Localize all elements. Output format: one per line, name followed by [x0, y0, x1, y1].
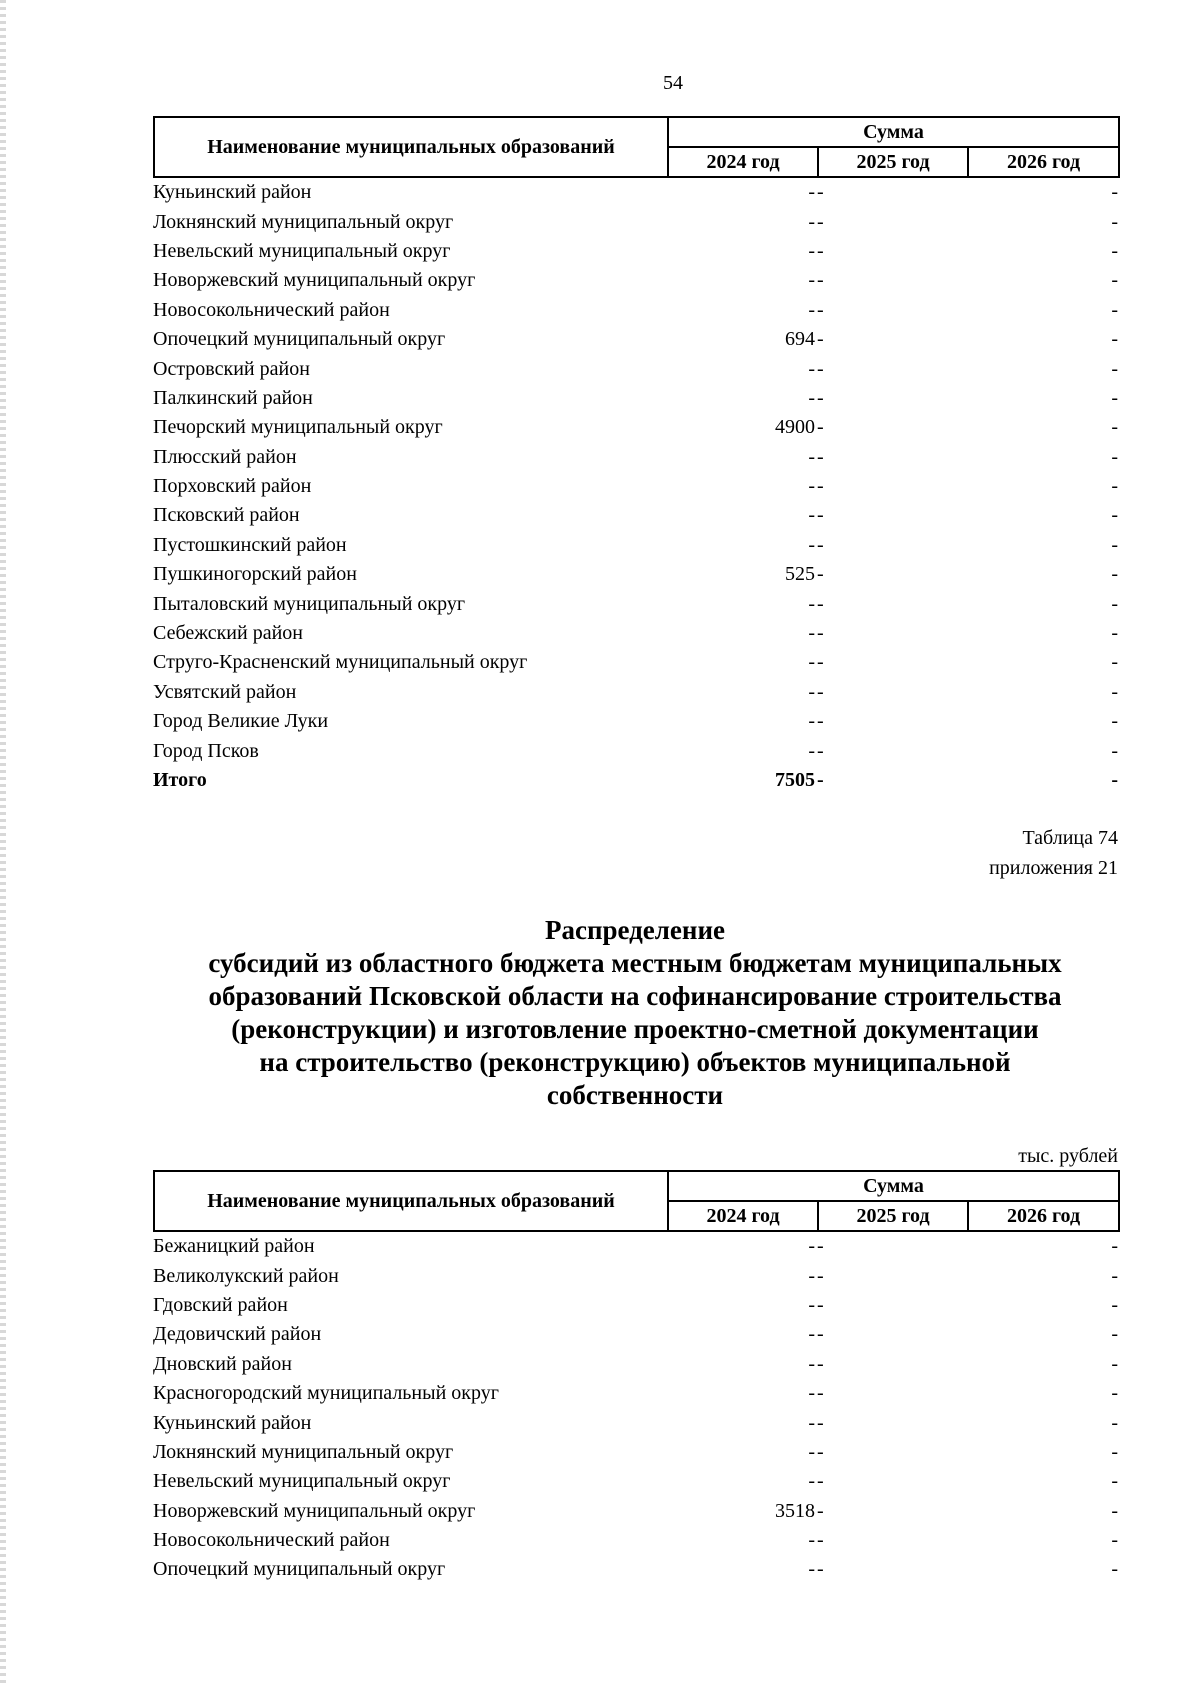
table-row [153, 560, 1118, 589]
value-2025: - [817, 739, 824, 762]
value-2026: - [1111, 651, 1118, 674]
value-2025: - [817, 622, 824, 645]
municipality-name: Дновский район [153, 1352, 292, 1375]
column-header-2026: 2026 год [968, 1201, 1119, 1231]
table-row [153, 1555, 1118, 1584]
table-row [153, 1320, 1118, 1349]
value-2024: - [808, 475, 815, 498]
table-row [153, 501, 1118, 530]
value-2026: - [1111, 1440, 1118, 1463]
table-row [153, 384, 1118, 413]
title-line: собственности [546, 1080, 724, 1110]
municipality-name: Пушкиногорский район [153, 563, 357, 586]
title-line: на строительство (реконструкцию) объектов муниципальной [259, 1047, 1011, 1077]
title-line: субсидий из областного бюджета местным бюджетам муниципальных [208, 948, 1062, 978]
column-header-2024: 2024 год [668, 1201, 818, 1231]
value-2026: - [1111, 504, 1118, 527]
table-row [153, 1291, 1118, 1320]
value-2024: - [808, 1440, 815, 1463]
table-number: Таблица 74 [1022, 827, 1118, 849]
value-2024: - [808, 298, 815, 321]
value-2026: - [1111, 739, 1118, 762]
scan-edge [0, 0, 6, 1686]
value-2025: - [817, 239, 824, 262]
value-2024: - [808, 1352, 815, 1375]
value-2025: - [817, 1499, 824, 1522]
table-row [153, 237, 1118, 266]
table-row [153, 1350, 1118, 1379]
value-2024: - [808, 1529, 815, 1552]
municipality-name: Куньинский район [153, 1411, 312, 1434]
municipality-name: Великолукский район [153, 1264, 339, 1287]
municipality-name: Невельский муниципальный округ [153, 239, 451, 262]
table-row [153, 1438, 1118, 1467]
value-2026: - [1111, 1558, 1118, 1581]
value-2024: - [808, 710, 815, 733]
municipality-name: Новоржевский муниципальный округ [153, 1499, 476, 1522]
value-2025: - [817, 1529, 824, 1552]
value-2026: - [1111, 592, 1118, 615]
table-row [153, 266, 1118, 295]
municipality-name: Куньинский район [153, 181, 312, 204]
value-2026: - [1111, 357, 1118, 380]
value-2024: 525 [785, 563, 815, 586]
value-2025: - [817, 1558, 824, 1581]
value-2025: - [817, 592, 824, 615]
value-2025: - [817, 1352, 824, 1375]
municipality-name: Себежский район [153, 622, 303, 645]
title-line: образований Псковской области на софинансирование строительства [208, 981, 1062, 1011]
value-2026: - [1111, 1323, 1118, 1346]
value-2024: - [808, 622, 815, 645]
value-2024: - [808, 1470, 815, 1493]
municipality-name: Печорский муниципальный округ [153, 416, 443, 439]
municipality-name: Город Великие Луки [153, 710, 329, 733]
municipality-name: Бежаницкий район [153, 1235, 315, 1258]
value-2025: - [817, 210, 824, 233]
value-2025: - [817, 1293, 824, 1316]
municipality-name: Псковский район [153, 504, 300, 527]
value-2025: - [817, 1264, 824, 1287]
value-2024: - [808, 592, 815, 615]
value-2024: - [808, 269, 815, 292]
municipality-name: Невельский муниципальный округ [153, 1470, 451, 1493]
value-2025: - [817, 475, 824, 498]
table-row [153, 1379, 1118, 1408]
table-row [153, 1526, 1118, 1555]
value-2024: 4900 [775, 416, 815, 439]
value-2026: - [1111, 1470, 1118, 1493]
value-2026: - [1111, 710, 1118, 733]
value-2026: - [1111, 563, 1118, 586]
value-2024: 694 [785, 328, 815, 351]
table-reference [989, 823, 1118, 883]
page-number: 54 [663, 72, 683, 94]
value-2024: - [808, 357, 815, 380]
column-header-sum: Сумма [668, 117, 1119, 147]
table-row [153, 1408, 1118, 1437]
column-header-2025: 2025 год [818, 147, 968, 177]
value-2025: - [817, 445, 824, 468]
value-2026: - [1111, 533, 1118, 556]
value-2024: - [808, 386, 815, 409]
document-title [150, 914, 1120, 1112]
table-row [153, 1261, 1118, 1290]
table-row [153, 707, 1118, 736]
municipality-name: Локнянский муниципальный округ [153, 1440, 454, 1463]
value-2025: - [817, 328, 824, 351]
value-2024: - [808, 1558, 815, 1581]
value-2026: - [1111, 328, 1118, 351]
municipality-name: Порховский район [153, 475, 312, 498]
municipality-name: Плюсский район [153, 445, 297, 468]
value-2026: - [1111, 210, 1118, 233]
municipality-name: Новоржевский муниципальный округ [153, 269, 476, 292]
table-row [153, 443, 1118, 472]
municipality-name: Пустошкинский район [153, 533, 347, 556]
value-2026: - [1111, 1382, 1118, 1405]
table-row [153, 296, 1118, 325]
value-2025: - [817, 1235, 824, 1258]
distribution-table-2 [153, 1170, 1118, 1585]
value-2026: - [1111, 1352, 1118, 1375]
value-2025: - [817, 769, 824, 791]
value-2026: - [1111, 1293, 1118, 1316]
value-2025: - [817, 386, 824, 409]
value-2026: - [1111, 1411, 1118, 1434]
appendix-number: приложения 21 [989, 857, 1118, 879]
column-header-sum: Сумма [668, 1171, 1119, 1201]
municipality-name: Палкинский район [153, 386, 313, 409]
value-2024: 7505 [775, 769, 815, 791]
value-2024: - [808, 680, 815, 703]
municipality-name: Дедовичский район [153, 1323, 322, 1346]
municipality-name: Пыталовский муниципальный округ [153, 592, 466, 615]
units-label: тыс. рублей [1018, 1145, 1118, 1167]
value-2025: - [817, 1411, 824, 1434]
value-2025: - [817, 680, 824, 703]
table-1-header [153, 116, 1120, 178]
value-2026: - [1111, 269, 1118, 292]
municipality-name: Новосокольнический район [153, 298, 390, 321]
municipality-name: Усвятский район [153, 680, 297, 703]
municipality-name: Островский район [153, 357, 310, 380]
table-row [153, 648, 1118, 677]
table-row [153, 1232, 1118, 1261]
table-row [153, 413, 1118, 442]
municipality-name: Красногородский муниципальный округ [153, 1382, 499, 1405]
value-2025: - [817, 710, 824, 733]
value-2026: - [1111, 416, 1118, 439]
table-row [153, 736, 1118, 765]
value-2026: - [1111, 298, 1118, 321]
distribution-table-1 [153, 116, 1118, 795]
value-2025: - [817, 504, 824, 527]
table-2-header [153, 1170, 1120, 1232]
value-2026: - [1111, 622, 1118, 645]
value-2026: - [1111, 1264, 1118, 1287]
municipality-name: Город Псков [153, 739, 259, 762]
table-row [153, 354, 1118, 383]
value-2024: - [808, 533, 815, 556]
table-row [153, 619, 1118, 648]
value-2026: - [1111, 1499, 1118, 1522]
value-2024: 3518 [775, 1499, 815, 1522]
value-2026: - [1111, 680, 1118, 703]
value-2024: - [808, 1382, 815, 1405]
value-2025: - [817, 269, 824, 292]
value-2025: - [817, 181, 824, 204]
value-2025: - [817, 1470, 824, 1493]
table-row [153, 178, 1118, 207]
table-row [153, 207, 1118, 236]
column-header-name: Наименование муниципальных образований [154, 117, 668, 177]
table-row [153, 472, 1118, 501]
value-2024: - [808, 739, 815, 762]
value-2025: - [817, 533, 824, 556]
value-2026: - [1111, 239, 1118, 262]
municipality-name: Опочецкий муниципальный округ [153, 328, 446, 351]
value-2025: - [817, 1382, 824, 1405]
table-1-body [153, 178, 1118, 795]
municipality-name: Струго-Красненский муниципальный округ [153, 651, 528, 674]
value-2025: - [817, 1323, 824, 1346]
value-2024: - [808, 1293, 815, 1316]
column-header-2025: 2025 год [818, 1201, 968, 1231]
value-2025: - [817, 298, 824, 321]
value-2026: - [1111, 445, 1118, 468]
value-2026: - [1111, 181, 1118, 204]
value-2026: - [1111, 769, 1118, 791]
value-2025: - [817, 1440, 824, 1463]
value-2026: - [1111, 475, 1118, 498]
table-2-body [153, 1232, 1118, 1585]
value-2024: - [808, 445, 815, 468]
value-2024: - [808, 1235, 815, 1258]
value-2026: - [1111, 1529, 1118, 1552]
municipality-name: Итого [153, 769, 207, 791]
title-line: Распределение [544, 915, 726, 945]
column-header-2024: 2024 год [668, 147, 818, 177]
value-2026: - [1111, 1235, 1118, 1258]
municipality-name: Новосокольнический район [153, 1529, 390, 1552]
title-line: (реконструкции) и изготовление проектно-сметной документации [231, 1014, 1039, 1044]
municipality-name: Гдовский район [153, 1293, 288, 1316]
value-2026: - [1111, 386, 1118, 409]
table-total-row [153, 766, 1118, 795]
value-2025: - [817, 357, 824, 380]
value-2025: - [817, 651, 824, 674]
value-2024: - [808, 210, 815, 233]
table-row [153, 1497, 1118, 1526]
column-header-name: Наименование муниципальных образований [154, 1171, 668, 1231]
value-2024: - [808, 1323, 815, 1346]
value-2024: - [808, 239, 815, 262]
value-2024: - [808, 1264, 815, 1287]
table-row [153, 589, 1118, 618]
value-2025: - [817, 563, 824, 586]
table-row [153, 325, 1118, 354]
value-2024: - [808, 504, 815, 527]
value-2024: - [808, 651, 815, 674]
table-row [153, 1467, 1118, 1496]
value-2024: - [808, 1411, 815, 1434]
value-2025: - [817, 416, 824, 439]
column-header-2026: 2026 год [968, 147, 1119, 177]
table-row [153, 531, 1118, 560]
municipality-name: Локнянский муниципальный округ [153, 210, 454, 233]
municipality-name: Опочецкий муниципальный округ [153, 1558, 446, 1581]
value-2024: - [808, 181, 815, 204]
table-row [153, 678, 1118, 707]
